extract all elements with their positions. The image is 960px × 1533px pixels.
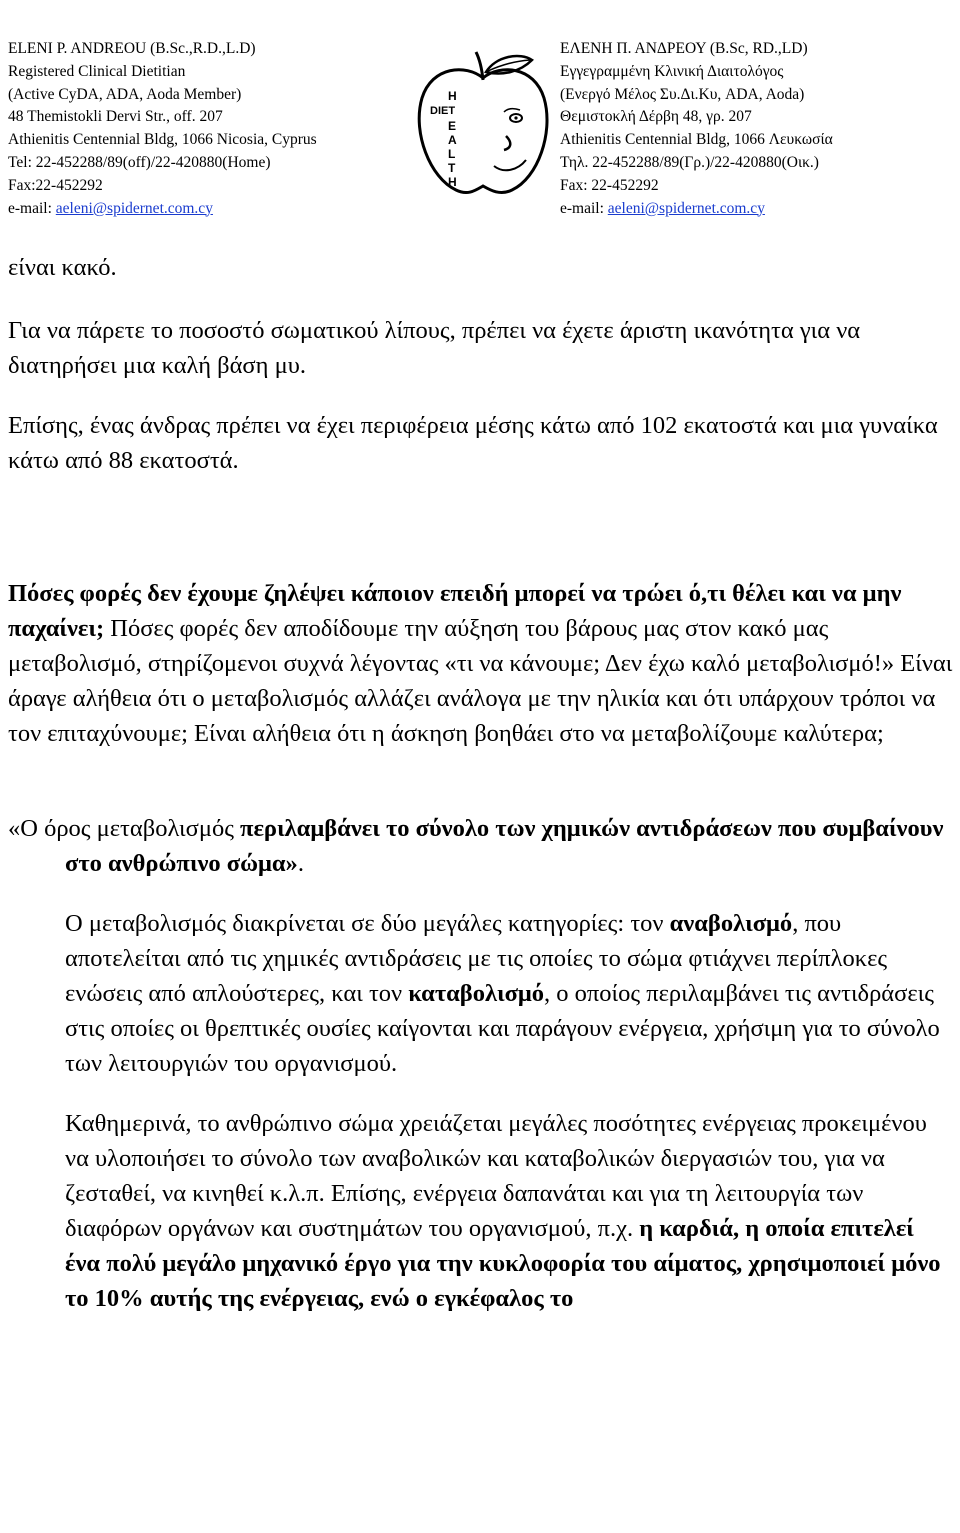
logo-letter-h: H xyxy=(448,89,457,103)
email-link[interactable]: aeleni@spidernet.com.cy xyxy=(55,199,213,217)
email-label-gr: e-mail: xyxy=(560,199,608,217)
email-line-en xyxy=(8,198,317,221)
metabolism-definition xyxy=(8,811,953,881)
paragraph-7 xyxy=(65,1106,953,1316)
address-line1-gr: Θεμιστοκλή Δέρβη 48, γρ. 207 xyxy=(560,108,752,126)
dietitian-name-en: ELENI P. ANDREOU (B.Sc.,R.D.,L.D) xyxy=(8,40,256,57)
paragraph-2: Για να πάρετε το ποσοστό σωματικού λίπους, πρέπει να έχετε άριστη ικανότητα για να διατηρήσει μια καλή βάση μυ. xyxy=(8,317,861,379)
definition-bold: περιλαμβάνει το σύνολο των χημικών αντιδράσεων που συμβαίνουν στο ανθρώπινο σώμα» xyxy=(65,815,944,877)
p6-text-e: , ο οποίος περιλαμβάνει τις αντιδράσεις στις οποίες οι θρεπτικές ουσίες καίγονται και παράγουν ενέργεια, χρήσιμη για το σύνολο των λειτουργιών του οργανισμού. xyxy=(65,980,940,1077)
phone-gr: Τηλ. 22-452288/89(Γρ.)/22-420880(Οικ.) xyxy=(560,153,819,171)
paragraph-4-bold: Πόσες φορές δεν έχουμε ζηλέψει κάποιον επειδή μπορεί να τρώει ό,τι θέλει και να μην παχαίνει; xyxy=(8,580,902,642)
dietitian-title-en: Registered Clinical Dietitian xyxy=(8,62,186,80)
logo-word-diet: DIET xyxy=(430,105,456,117)
letterhead-right xyxy=(560,38,833,220)
memberships-en: (Active CyDA, ADA, Aoda Member) xyxy=(8,85,242,103)
dietitian-name-gr: ΕΛΕΝΗ Π. ΑΝΔΡΕΟΥ (B.Sc, RD.,LD) xyxy=(560,40,808,57)
paragraph-4 xyxy=(8,576,953,751)
address-line2-gr: Athienitis Centennial Bldg, 1066 Λευκωσία xyxy=(560,131,833,149)
paragraph-6 xyxy=(65,906,953,1081)
term-anabolism: αναβολισμό xyxy=(669,910,793,937)
email-line-gr xyxy=(560,198,833,221)
paragraph-3: Επίσης, ένας άνδρας πρέπει να έχει περιφέρεια μέσης κάτω από 102 εκατοστά και μια γυναίκα κάτω από 88 εκατοστά. xyxy=(8,412,938,474)
definition-end: . xyxy=(297,850,304,877)
logo-letter-h2: H xyxy=(448,175,457,189)
address-line2-en: Athienitis Centennial Bldg, 1066 Nicosia, Cyprus xyxy=(8,131,317,149)
p7-text-a: Καθημερινά, το ανθρώπινο σώμα χρειάζεται μεγάλες ποσότητες ενέργειας προκειμένου να υλοποιήσει το σύνολο των αναβολικών και καταβολικών διεργασιών του, για να ζεσταθεί, να κινηθεί κ.λ.π. Επίσης, ενέργεια δαπανάται και για τη λειτουργία των διαφόρων οργάνων και συστημάτων του οργανισμού, π.χ. xyxy=(65,1110,927,1242)
document-body xyxy=(8,250,953,1316)
indented-section xyxy=(8,906,953,1316)
p6-text-a: Ο μεταβολισμός διακρίνεται σε δύο μεγάλες κατηγορίες: τον xyxy=(65,910,670,937)
dietitian-title-gr: Εγγεγραμμένη Κλινική Διαιτολόγος xyxy=(560,62,784,80)
logo-letter-t: T xyxy=(448,161,456,175)
logo-letter-a: A xyxy=(448,133,457,147)
email-link-gr[interactable]: aeleni@spidernet.com.cy xyxy=(607,199,765,217)
p7-bold: η καρδιά, η οποία επιτελεί ένα πολύ μεγάλο μηχανικό έργο για την κυκλοφορία του αίματος, χρησιμοποιεί μόνο το 10% αυτής της ενέργειας, ενώ ο εγκέφαλος το xyxy=(65,1215,941,1312)
definition-lead: «Ο όρος μεταβολισμός xyxy=(8,815,241,842)
paragraph-1: είναι κακό. xyxy=(8,254,117,281)
memberships-gr: (Ενεργό Μέλος Συ.Δι.Κυ, ADA, Aoda) xyxy=(560,85,805,103)
fax-gr: Fax: 22-452292 xyxy=(560,176,659,194)
address-line1-en: 48 Themistokli Dervi Str., off. 207 xyxy=(8,108,223,126)
letterhead-left xyxy=(8,38,317,220)
logo-letter-l: L xyxy=(448,147,456,161)
paragraph-4-rest: Πόσες φορές δεν αποδίδουμε την αύξηση του βάρους μας στον κακό μας μεταβολισμό, στηρίζομενοι συχνά λέγοντας «τι να κάνουμε; Δεν έχω καλό μεταβολισμό!» Είναι άραγε αλήθεια ότι ο μεταβολισμός αλλάζει ανάλογα με την ηλικία και ότι υπάρχουν τρόποι να τον επιταχύνουμε; Είναι αλήθεια ότι η άσκηση βοηθάει στο να μεταβολίζουμε καλύτερα; xyxy=(8,615,953,747)
phone-en: Tel: 22-452288/89(off)/22-420880(Home) xyxy=(8,153,271,171)
fax-en: Fax:22-452292 xyxy=(8,176,103,194)
logo-letter-e: E xyxy=(448,119,457,133)
apple-logo-icon xyxy=(408,50,558,200)
p6-text-c: , που αποτελείται από τις χημικές αντιδράσεις με τις οποίες το σώμα φτιάχνει περίπλοκες ενώσεις από απλούστερες, και τον xyxy=(65,910,888,1007)
email-label: e-mail: xyxy=(8,199,56,217)
term-catabolism: καταβολισμό xyxy=(408,980,545,1007)
